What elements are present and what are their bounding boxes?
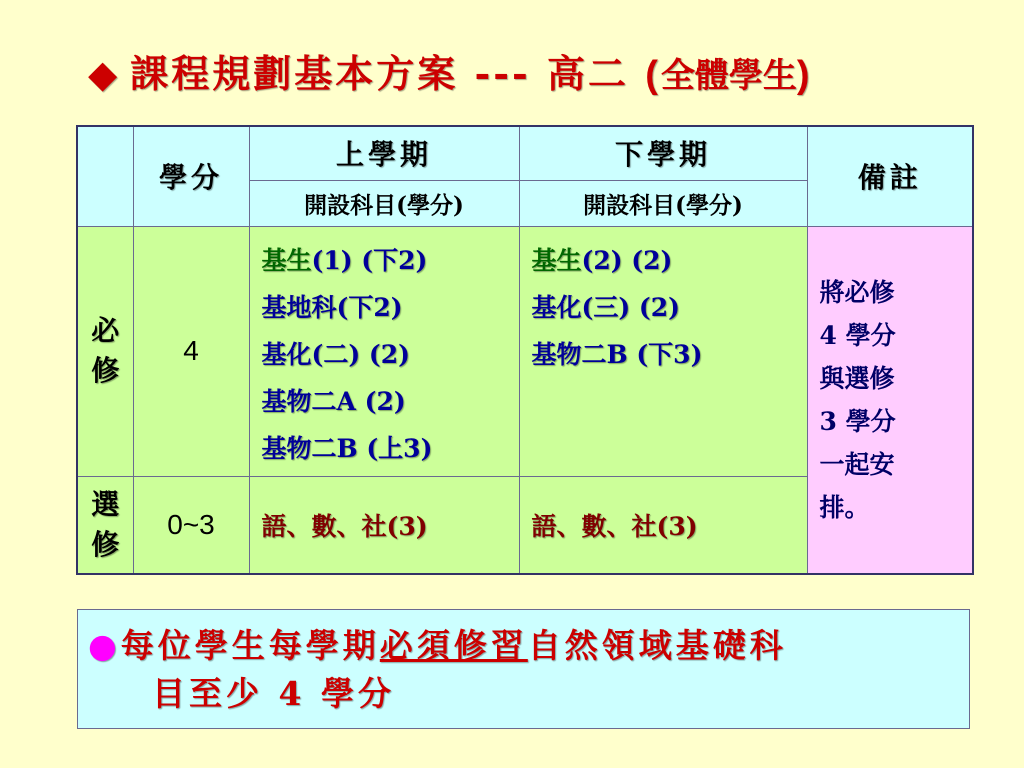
course-name: 基地科 [261, 292, 337, 322]
remark-line: 排。 [819, 492, 870, 522]
course-name: 基生 [261, 245, 312, 275]
notice-line1-underlined: 必須修習 [379, 626, 528, 665]
remark-line: 4 學分 [819, 320, 896, 350]
notice-line1 [88, 622, 787, 670]
diamond-bullet-icon: ◆ [88, 51, 121, 96]
remark-line: 一起安 [819, 449, 895, 479]
slide-title [88, 46, 813, 104]
row-label-required [77, 226, 133, 476]
notice-line1-post: 自然領域基礎科 [527, 626, 787, 665]
row-label-elective [77, 476, 133, 574]
title-paren-text: 全體學生 [660, 56, 797, 96]
elective-credits: 0~3 [133, 476, 249, 574]
course-detail: (二) (2) [311, 339, 410, 369]
subheader-semester1: 開設科目(學分) [249, 180, 519, 226]
course-name: 基生 [531, 245, 582, 275]
course-detail: (下3) [627, 339, 703, 369]
remark-line: 3 學分 [819, 406, 896, 436]
course-item [262, 237, 519, 284]
circle-bullet-icon: ● [88, 626, 117, 665]
course-name: 基物二A [261, 386, 356, 416]
course-item [262, 425, 519, 472]
row-label-required-line2: 修 [91, 354, 120, 387]
notice-line2: 目至少 4 學分 [152, 674, 395, 713]
elective-semester1: 語、數、社(3) [249, 476, 519, 574]
header-empty-cell [77, 126, 133, 226]
course-item [262, 378, 519, 425]
row-label-required-line1: 必 [91, 314, 120, 347]
remark-line: 將必修 [819, 277, 895, 307]
course-detail: (2) (2) [581, 245, 673, 275]
course-item [532, 331, 807, 378]
remarks-cell [807, 226, 973, 574]
subheader-semester2: 開設科目(學分) [519, 180, 807, 226]
notice-box [77, 609, 970, 729]
course-name: 基化 [261, 339, 312, 369]
course-item [262, 331, 519, 378]
course-detail: (1) (下2) [311, 245, 428, 275]
header-remarks: 備註 [807, 126, 973, 226]
elective-semester2: 語、數、社(3) [519, 476, 807, 574]
course-name: 基物二B [531, 339, 628, 369]
course-detail: (2) [355, 386, 406, 416]
course-item [262, 284, 519, 331]
row-label-elective-line1: 選 [91, 487, 120, 521]
required-semester1-courses [249, 226, 519, 476]
course-detail: (三) (2) [581, 292, 680, 322]
course-item [532, 237, 807, 284]
course-detail: (上3) [357, 433, 433, 463]
title-main: 課程規劃基本方案 --- 高二 [130, 51, 630, 96]
course-name: 基化 [531, 292, 582, 322]
notice-line1-pre: 每位學生每學期 [120, 626, 380, 665]
title-paren-close: ) [796, 54, 813, 96]
required-semester2-courses [519, 226, 807, 476]
row-label-elective-line2: 修 [91, 527, 120, 561]
header-credits: 學分 [133, 126, 249, 226]
required-credits: 4 [133, 226, 249, 476]
course-detail: (下2) [336, 292, 403, 322]
header-semester1: 上學期 [249, 126, 519, 180]
title-paren-open: ( [645, 54, 661, 96]
remark-line: 與選修 [819, 363, 895, 393]
header-semester2: 下學期 [519, 126, 807, 180]
course-name: 基物二B [261, 433, 358, 463]
course-plan-table [76, 125, 974, 575]
course-item [532, 284, 807, 331]
